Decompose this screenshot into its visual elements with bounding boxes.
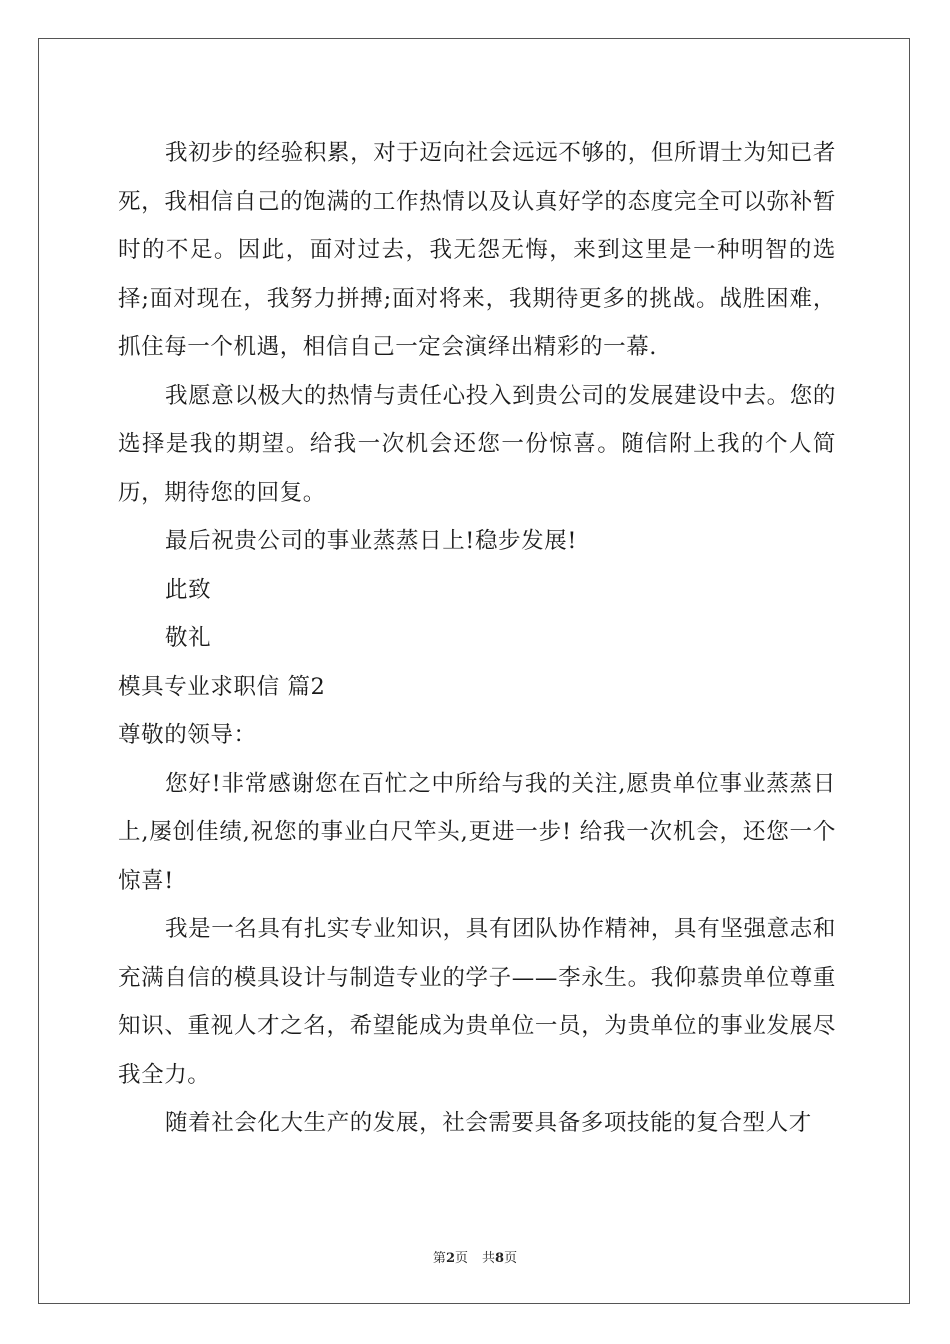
footer-page-total: 8 <box>495 1251 505 1266</box>
paragraph-thanks: 您好!非常感谢您在百忙之中所给与我的关注,愿贵单位事业蒸蒸日上,屡创佳绩,祝您的事业白尺竿头,更进一步! 给我一次机会，还您一个惊喜! <box>118 770 836 894</box>
salutation-jingli: 敬礼 <box>165 625 212 651</box>
footer-page-current: 2 <box>445 1251 455 1266</box>
salutation-cizhi: 此致 <box>165 576 212 603</box>
document-body <box>118 129 836 1148</box>
footer-total-prefix: 共 <box>482 1251 496 1266</box>
footer-page-prefix: 第 <box>432 1251 446 1266</box>
paragraph-introduction: 我是一名具有扎实专业知识，具有团队协作精神，具有坚强意志和充满自信的模具设计与制造专业的学子——李永生。我仰慕贵单位尊重知识、重视人才之名，希望能成为贵单位一员，为贵单位的事业发展尽我全力。 <box>118 916 836 1088</box>
paragraph-willingness: 我愿意以极大的热情与责任心投入到贵公司的发展建设中去。您的选择是我的期望。给我一次机会还您一份惊喜。随信附上我的个人简历，期待您的回复。 <box>118 382 836 506</box>
section-title: 模具专业求职信 篇2 <box>118 673 326 700</box>
paragraph-closing-wish: 最后祝贵公司的事业蒸蒸日上!稳步发展! <box>165 528 577 554</box>
greeting-line: 尊敬的领导： <box>118 722 257 748</box>
footer-total-suffix: 页 <box>504 1251 518 1266</box>
paragraph-society: 随着社会化大生产的发展，社会需要具备多项技能的复合型人才 <box>165 1110 812 1136</box>
page-footer <box>0 1247 950 1266</box>
paragraph-experience: 我初步的经验积累，对于迈向社会远远不够的，但所谓士为知已者死，我相信自己的饱满的工作热情以及认真好学的态度完全可以弥补暂时的不足。因此，面对过去，我无怨无悔，来到这里是一种明智的选择;面对现在，我努力拼搏;面对将来，我期待更多的挑战。战胜困难，抓住每一个机遇，相信自己一定会演绎出精彩的一幕. <box>118 140 836 360</box>
footer-page-suffix: 页 <box>454 1251 468 1266</box>
